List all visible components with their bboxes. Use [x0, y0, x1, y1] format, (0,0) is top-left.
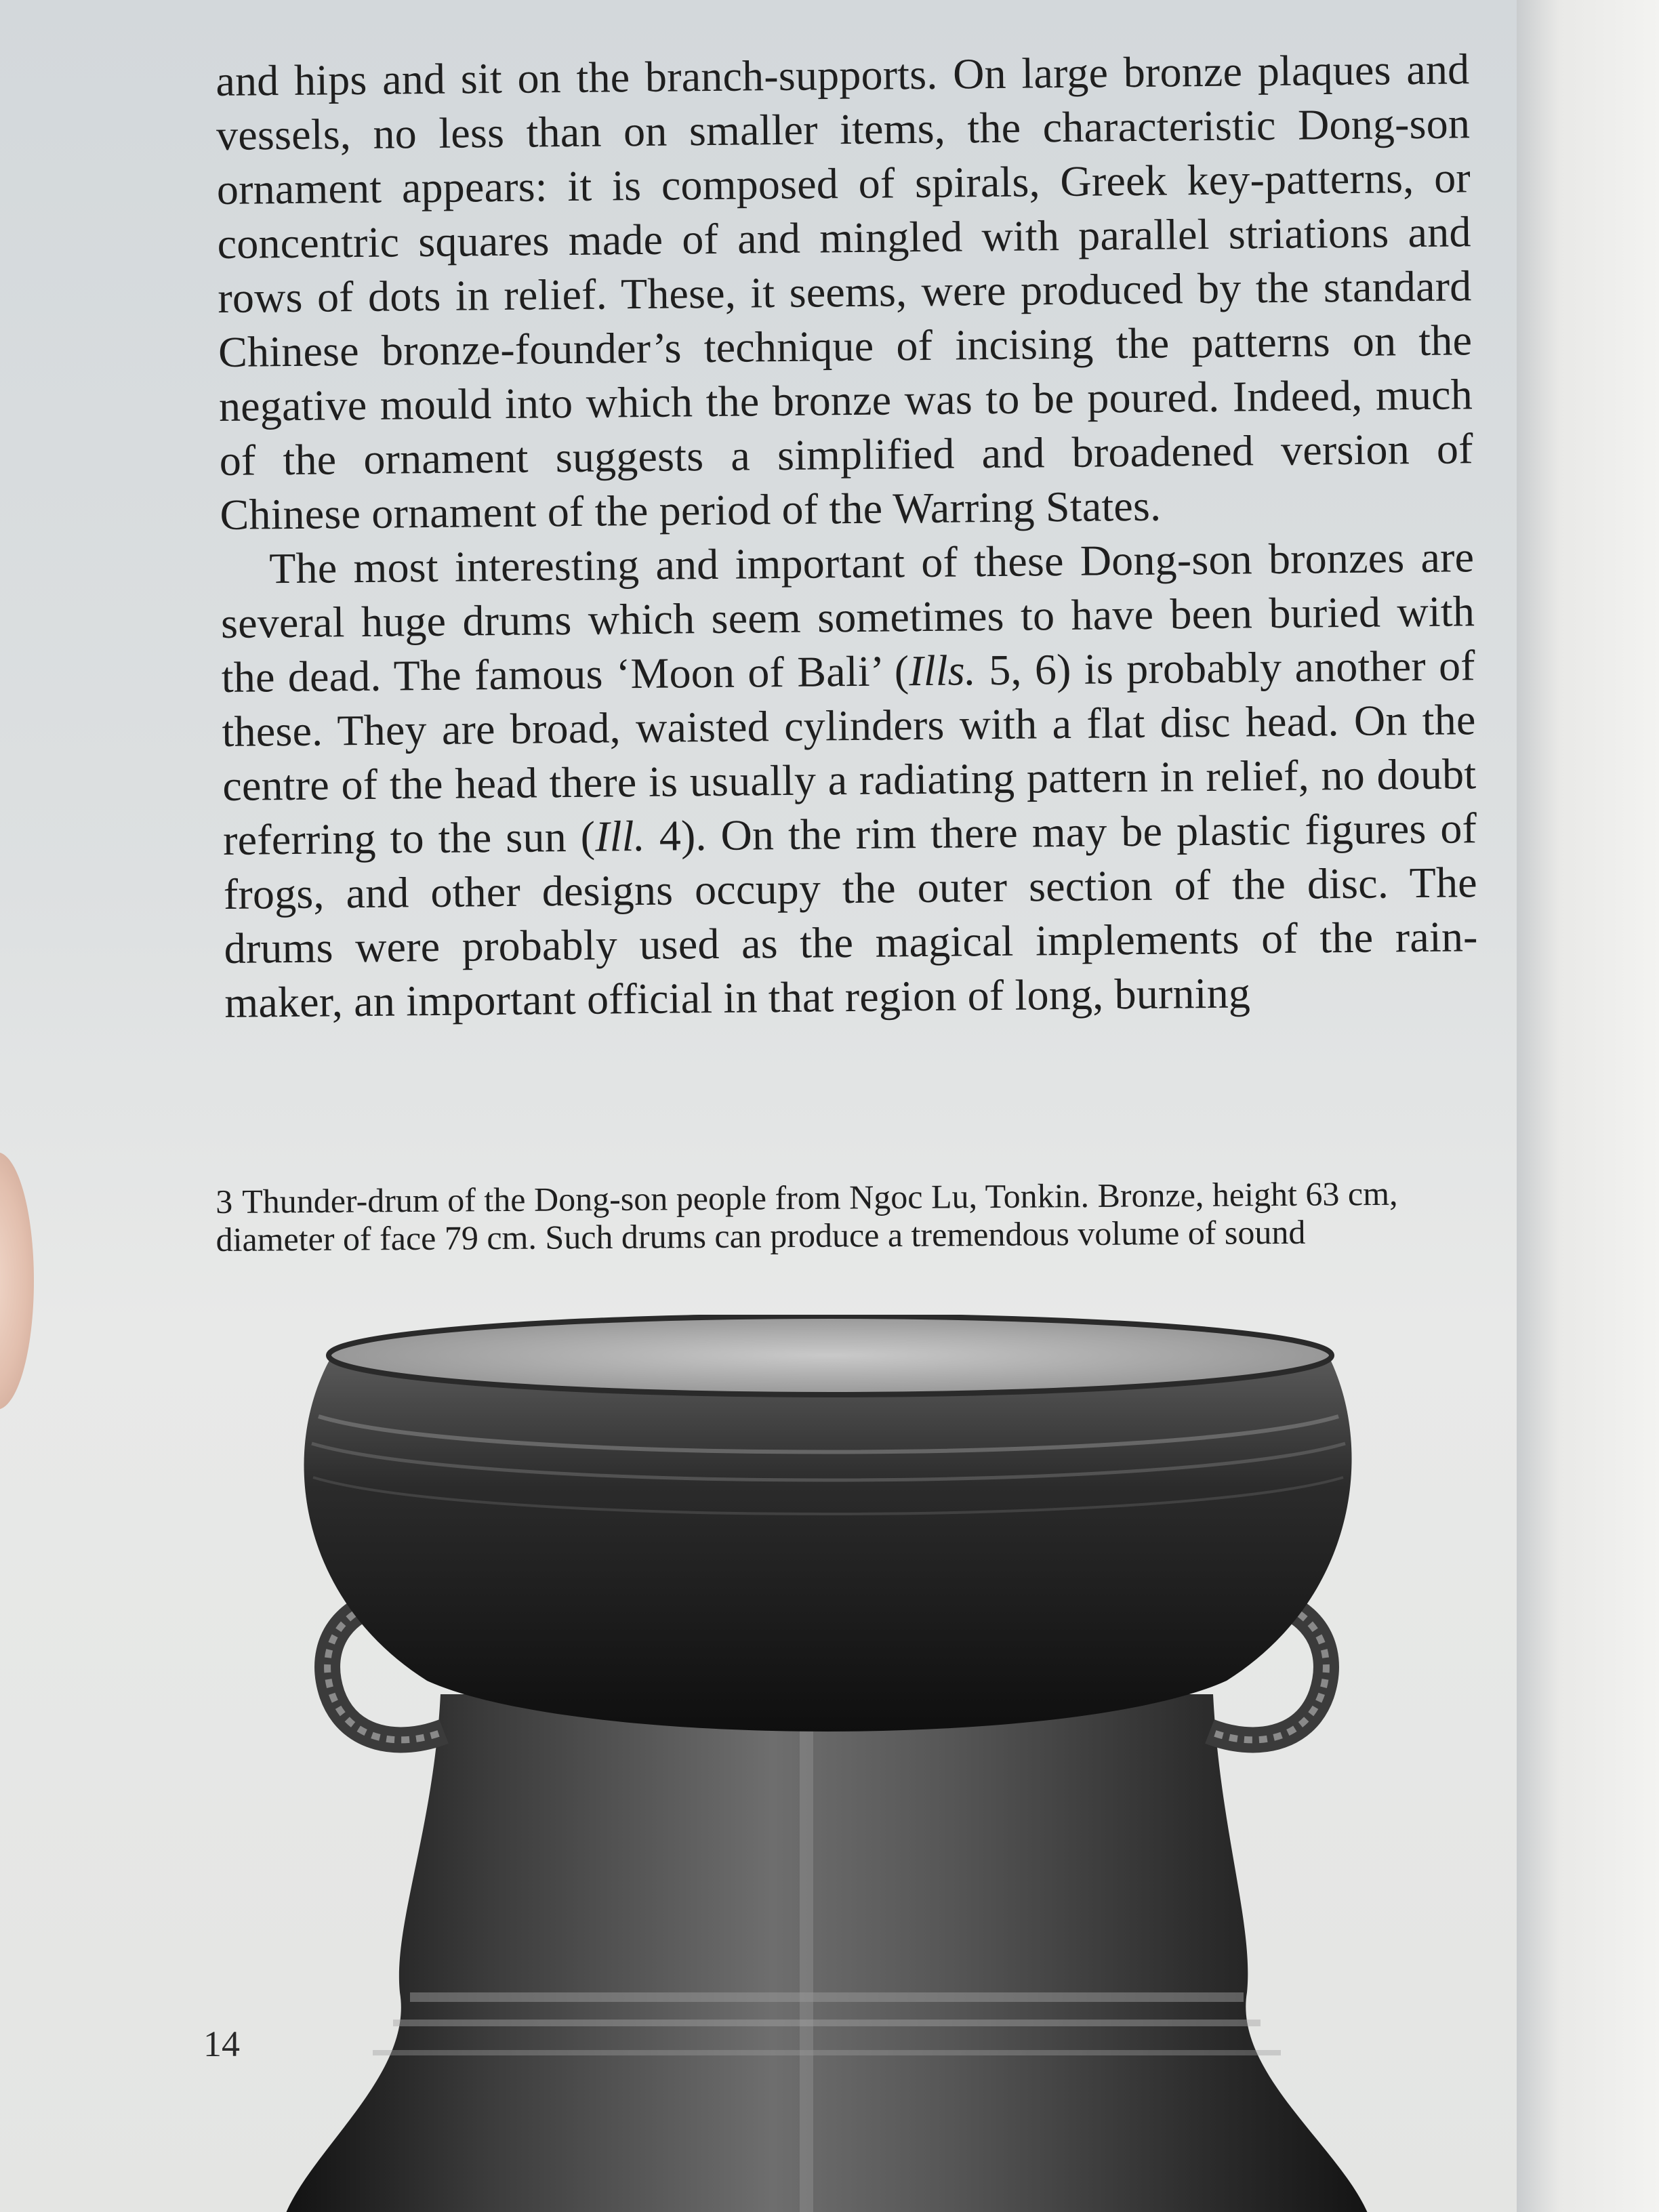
text-column — [216, 42, 1479, 1030]
paragraph-2 — [220, 530, 1479, 1030]
paragraph-2-part-1: The most interesting and important of these Dong-son bronzes are several huge drums which seem sometimes to have been buried with the dead. The famous ‘Moon of Bali’ ( — [220, 533, 1475, 701]
thunder-drum-photo — [271, 1315, 1382, 2212]
caption-text: Thunder-drum of the Dong-son people from Ngoc Lu, Tonkin. Bronze, height 63 cm, diameter of face 79 cm. Such drums can produce a tremendous volume of sound — [216, 1174, 1398, 1258]
paragraph-2-part-2: 5, 6) is probably another of these. They are broad, waisted cylinders with a flat disc head. On the centre of the head there is usually a radiating pattern in relief, no doubt referring to the sun ( — [222, 641, 1477, 864]
illustration-reference: Ill. — [594, 811, 646, 861]
figure-caption — [216, 1174, 1477, 1258]
thumb — [0, 1152, 34, 1410]
illustration-reference: Ills. — [908, 646, 977, 695]
next-page-edge — [1517, 0, 1659, 2212]
paragraph-2-part-3: 4). On the rim there may be plastic figures of frogs, and other designs occupy the outer section of the disc. The drums were probably used as the magical implements of the rain-maker, an important official in that region of long, burning — [223, 804, 1478, 1027]
figure-number: 3 — [216, 1182, 233, 1221]
paragraph-1: and hips and sit on the branch-supports. On large bronze plaques and vessels, no less than on smaller items, the characteristic Dong-son ornament appears: it is composed of spirals, Greek key-patterns, or concentric squares made of and mingled with parallel striations and rows of dots in relief. These, it seems, were produced by the standard Chinese bronze-founder’s technique of incising the patterns on the negative mould into which the bronze was to be poured. Indeed, much of the ornament suggests a simplified and broadened version of Chinese ornament of the period of the Warring States. — [216, 45, 1474, 539]
page-number: 14 — [203, 2024, 240, 2064]
